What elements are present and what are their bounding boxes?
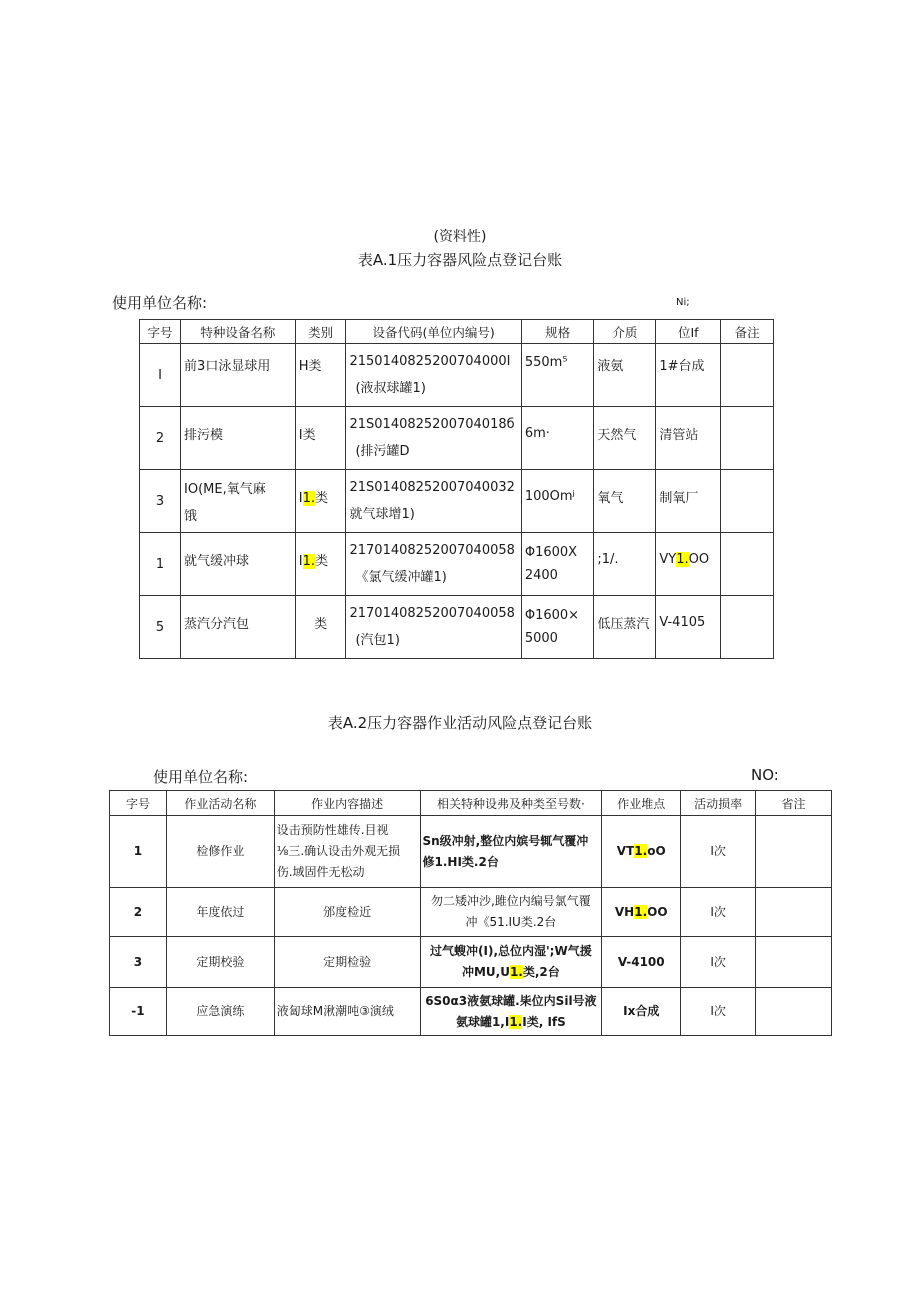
col-equipment-name: 特种设备名称 — [181, 320, 296, 344]
equipment-name: 排污模 — [181, 407, 296, 470]
highlight-mark: 1. — [302, 490, 315, 506]
device-code: 21701408252007040058 (汽包1) — [346, 596, 521, 659]
category: 类 — [295, 596, 346, 659]
location: VY1.OO — [656, 533, 721, 596]
row-no: 2 — [140, 407, 181, 470]
row-no: -1 — [110, 988, 167, 1036]
col-description: 作业内容描述 — [274, 791, 420, 816]
highlight-mark: 1. — [634, 904, 648, 919]
spec: Φ1600X 2400 — [521, 533, 593, 596]
location: V-4105 — [656, 596, 721, 659]
category: I1.类 — [295, 533, 346, 596]
col-related-equipment: 相关特种设弗及种类至号数· — [420, 791, 602, 816]
device-code: 21S0140825200704018б (排污罐D — [346, 407, 521, 470]
appendix-note: (资料性) — [433, 229, 487, 245]
work-site: Ix合成 — [602, 988, 681, 1036]
row-no: 1 — [110, 816, 167, 888]
row-no: 2 — [110, 888, 167, 937]
remark — [756, 816, 832, 888]
medium: 低压蒸汽 — [594, 596, 656, 659]
unit-name-label-1: 使用单位名称: — [112, 294, 208, 312]
remark — [721, 344, 774, 407]
col-frequency: 活动损率 — [681, 791, 756, 816]
medium: ;1/. — [594, 533, 656, 596]
spec: 6m· — [521, 407, 593, 470]
frequency: I次 — [681, 816, 756, 888]
spec: Φ1600× 5000 — [521, 596, 593, 659]
activity-name: 检修作业 — [166, 816, 274, 888]
highlight-mark: 1. — [634, 844, 648, 858]
equipment-name: 蒸汽分汽包 — [181, 596, 296, 659]
equipment-name: 就气缓冲球 — [181, 533, 296, 596]
category: I类 — [295, 407, 346, 470]
frequency: I次 — [681, 988, 756, 1036]
col-remark: 备注 — [721, 320, 774, 344]
table-row — [140, 470, 774, 533]
highlight-mark: 1. — [509, 1014, 523, 1029]
remark — [721, 596, 774, 659]
work-site: V-4100 — [602, 937, 681, 988]
medium: 氧气 — [594, 470, 656, 533]
activity-name: 年度依过 — [166, 888, 274, 937]
description: 邠度检近 — [274, 888, 420, 937]
remark — [756, 937, 832, 988]
frequency: I次 — [681, 888, 756, 937]
table-row — [110, 988, 832, 1036]
related-equipment: 过气螋冲(I),总位内湿';W气援 冲MU,U1.类,2台 — [420, 937, 602, 988]
pressure-vessel-risk-table — [139, 319, 774, 659]
highlight-mark: 1. — [676, 551, 689, 567]
col-spec: 规格 — [521, 320, 593, 344]
highlight-mark: 1. — [302, 553, 315, 569]
frequency: I次 — [681, 937, 756, 988]
device-code: 21701408252007040058 《氯气缓冲罐1) — [346, 533, 521, 596]
table-row — [110, 888, 832, 937]
remark — [721, 407, 774, 470]
remark — [756, 888, 832, 937]
equipment-name: 前3口泳显球用 — [181, 344, 296, 407]
col-medium: 介质 — [594, 320, 656, 344]
location: 1#台成 — [656, 344, 721, 407]
row-no: 3 — [110, 937, 167, 988]
work-site: VH1.OO — [602, 888, 681, 937]
work-site: VT1.oO — [602, 816, 681, 888]
col-location: 位If — [656, 320, 721, 344]
row-no: 5 — [140, 596, 181, 659]
col-device-code: 设备代码(单位内编号) — [346, 320, 521, 344]
table2-header-row — [110, 791, 832, 816]
related-equipment: Sn级冲射,整位内嫔号辄气覆冲 修1.HI类.2台 — [420, 816, 602, 888]
col-category: 类别 — [295, 320, 346, 344]
highlight-mark: 1. — [509, 965, 523, 979]
medium: 天然气 — [594, 407, 656, 470]
equipment-name: IO(ME,氧气麻 饿 — [181, 470, 296, 533]
row-no: 1 — [140, 533, 181, 596]
table-row — [110, 937, 832, 988]
device-code: 21S01408252007040032 就气球增1) — [346, 470, 521, 533]
remark — [721, 470, 774, 533]
number-label-2: NO: — [751, 766, 779, 784]
related-equipment: 6S0α3液氨球罐.枈位内Sil号液 氨球罐1,I1.I类, IfS — [420, 988, 602, 1036]
device-code: 2150140825200704000I (液叔球罐1) — [346, 344, 521, 407]
remark — [756, 988, 832, 1036]
table-row — [140, 533, 774, 596]
location: 制氧厂 — [656, 470, 721, 533]
col-no: 字号 — [140, 320, 181, 344]
medium: 液氨 — [594, 344, 656, 407]
description: 设击预防性雄传.目视 ⅛三.确认设击外观无损 伤.域固件无松动 — [274, 816, 420, 888]
table2-title: 表A.2压力容器作业活动风险点登记台账 — [327, 714, 593, 732]
category: I1.类 — [295, 470, 346, 533]
remark — [721, 533, 774, 596]
description: 定期检验 — [274, 937, 420, 988]
description: 液匐球M湫潮吨③演绒 — [274, 988, 420, 1036]
unit-name-label-2: 使用单位名称: — [153, 768, 249, 786]
related-equipment: 勿二矮冲沙,雎位内编号氯气覆 冲《51.IU类.2台 — [420, 888, 602, 937]
spec: 550m⁵ — [521, 344, 593, 407]
location: 清管站 — [656, 407, 721, 470]
col-activity-name: 作业活动名称 — [166, 791, 274, 816]
category: H类 — [295, 344, 346, 407]
table-row — [140, 407, 774, 470]
spec: 100Omʲ — [521, 470, 593, 533]
table-row — [140, 344, 774, 407]
col-no: 字号 — [110, 791, 167, 816]
table-row — [110, 816, 832, 888]
col-work-site: 作业堆点 — [602, 791, 681, 816]
col-remark: 省注 — [756, 791, 832, 816]
row-no: I — [140, 344, 181, 407]
table-row — [140, 596, 774, 659]
work-activity-risk-table — [109, 790, 832, 1036]
table1-header-row — [140, 320, 774, 344]
activity-name: 应急演练 — [166, 988, 274, 1036]
table1-title: 表A.1压力容器风险点登记台账 — [357, 251, 563, 269]
activity-name: 定期校验 — [166, 937, 274, 988]
number-label-1: Ni; — [676, 297, 690, 308]
row-no: 3 — [140, 470, 181, 533]
